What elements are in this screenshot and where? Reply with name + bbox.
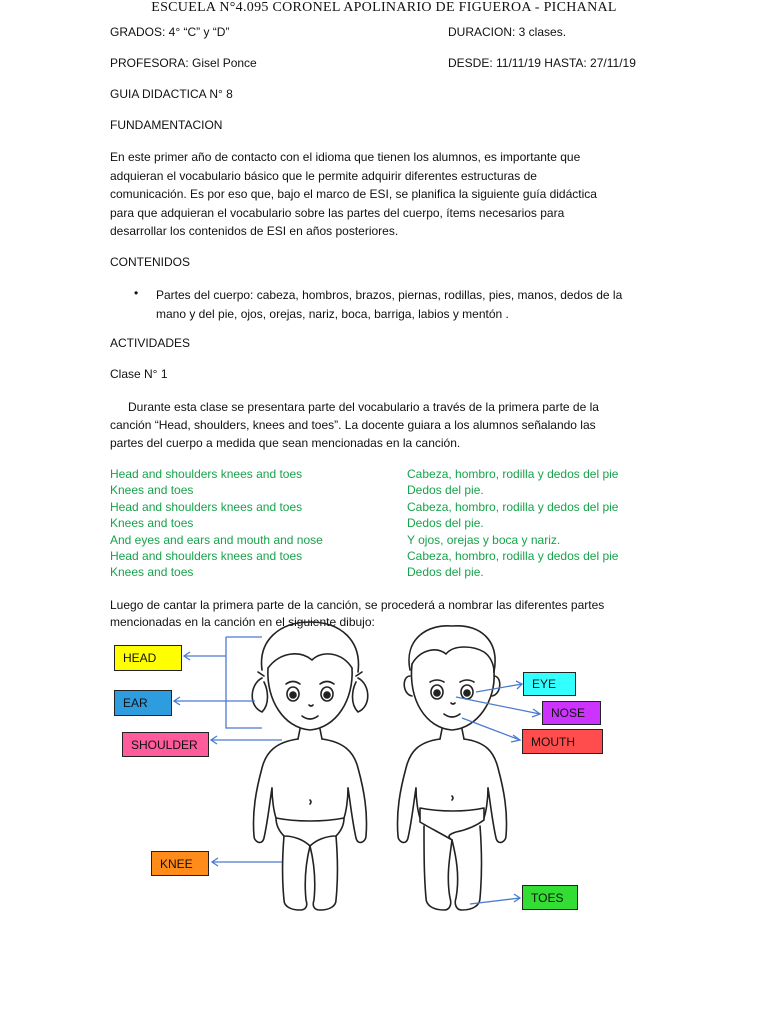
- song-spanish: [407, 466, 618, 581]
- ear-label-text: EAR: [123, 696, 148, 710]
- fundamentacion-paragraph: [110, 148, 670, 241]
- eye-label: [523, 672, 576, 696]
- paragraph-line: canción “Head, shoulders, knees and toes”. La docente guiara a los alumnos señalando las: [110, 418, 596, 432]
- lyric-line: Head and shoulders knees and toes: [110, 499, 303, 514]
- contenidos-heading: CONTENIDOS: [110, 255, 191, 269]
- toes-label-text: TOES: [531, 890, 564, 905]
- bullet-icon: •: [134, 286, 139, 300]
- girl-figure: [252, 622, 368, 910]
- fechas-label: DESDE: 11/11/19 HASTA: 27/11/19: [448, 56, 636, 70]
- fundamentacion-heading: FUNDAMENTACION: [110, 118, 223, 132]
- shoulder-label: [122, 732, 209, 757]
- paragraph-line: para que adquieran el vocabulario sobre las partes del cuerpo, ítems necesarios para: [110, 205, 565, 220]
- head-label: [114, 645, 182, 671]
- duracion-label: DURACION: 3 clases.: [448, 25, 567, 39]
- paragraph-line: Luego de cantar la primera parte de la canción, se procederá a nombrar las diferentes partes: [110, 598, 605, 612]
- profesora-label: PROFESORA: Gisel Ponce: [110, 56, 257, 70]
- after-song-paragraph: [110, 597, 670, 631]
- paragraph-line: comunicación. Es por eso que, bajo el marco de ESI, se planifica la siguiente guía didáctica: [110, 187, 597, 202]
- mouth-label: [522, 729, 603, 754]
- school-title: ESCUELA N°4.095 CORONEL APOLINARIO DE FIGUEROA - PICHANAL: [151, 0, 617, 15]
- list-line: Partes del cuerpo: cabeza, hombros, brazos, piernas, rodillas, pies, manos, dedos de la: [156, 288, 623, 302]
- paragraph-line: En este primer año de contacto con el idioma que tienen los alumnos, es importante que: [110, 150, 581, 164]
- lyric-line: Head and shoulders knees and toes: [110, 467, 303, 481]
- lyric-line: Knees and toes: [110, 516, 194, 531]
- knee-label-text: KNEE: [160, 856, 193, 871]
- lyric-line: Head and shoulders knees and toes: [110, 549, 303, 564]
- toes-label: [522, 885, 578, 910]
- head-label-text: HEAD: [123, 651, 157, 665]
- clase-heading: Clase N° 1: [110, 367, 168, 381]
- lyric-line: Cabeza, hombro, rodilla y dedos del pie: [407, 499, 619, 514]
- song-english: [110, 466, 323, 581]
- shoulder-label-text: SHOULDER: [131, 737, 198, 752]
- lyric-line: Y ojos, orejas y boca y nariz.: [407, 532, 561, 547]
- boy-figure: [397, 626, 506, 910]
- paragraph-line: partes del cuerpo a medida que sean mencionadas en la canción.: [110, 436, 461, 450]
- paragraph-line: Durante esta clase se presentara parte del vocabulario a través de la primera parte de la: [128, 400, 599, 414]
- nose-label: [542, 701, 601, 725]
- lyric-line: Knees and toes: [110, 565, 194, 580]
- actividades-heading: ACTIVIDADES: [110, 336, 191, 350]
- paragraph-line: adquieran el vocabulario básico que le permite adquirir diferentes estructuras de: [110, 168, 537, 183]
- lyric-line: Cabeza, hombro, rodilla y dedos del pie: [407, 467, 619, 481]
- grados-label: GRADOS: 4° “C” y “D”: [110, 25, 230, 39]
- lyric-line: Dedos del pie.: [407, 516, 484, 531]
- label-arrows: [174, 637, 540, 904]
- lyric-line: And eyes and ears and mouth and nose: [110, 532, 323, 547]
- mouth-label-text: MOUTH: [531, 734, 575, 749]
- knee-label: [151, 851, 209, 876]
- contenidos-list-item: [156, 286, 716, 323]
- lyric-line: Dedos del pie.: [407, 565, 484, 580]
- eye-label-text: EYE: [532, 677, 557, 691]
- list-line: mano y del pie, ojos, orejas, nariz, boca, barriga, labios y mentón .: [156, 306, 509, 321]
- lyric-line: Knees and toes: [110, 483, 194, 498]
- paragraph-line: desarrollar los contenidos de ESI en años posteriores.: [110, 224, 399, 239]
- clase-paragraph: [110, 398, 670, 452]
- guia-title: GUIA DIDACTICA N° 8: [110, 87, 233, 101]
- paragraph-line: mencionadas en la canción en el siguiente dibujo:: [110, 615, 375, 629]
- ear-label: [114, 690, 172, 716]
- nose-label-text: NOSE: [551, 706, 586, 720]
- lyric-line: Dedos del pie.: [407, 483, 484, 498]
- lyric-line: Cabeza, hombro, rodilla y dedos del pie: [407, 549, 619, 564]
